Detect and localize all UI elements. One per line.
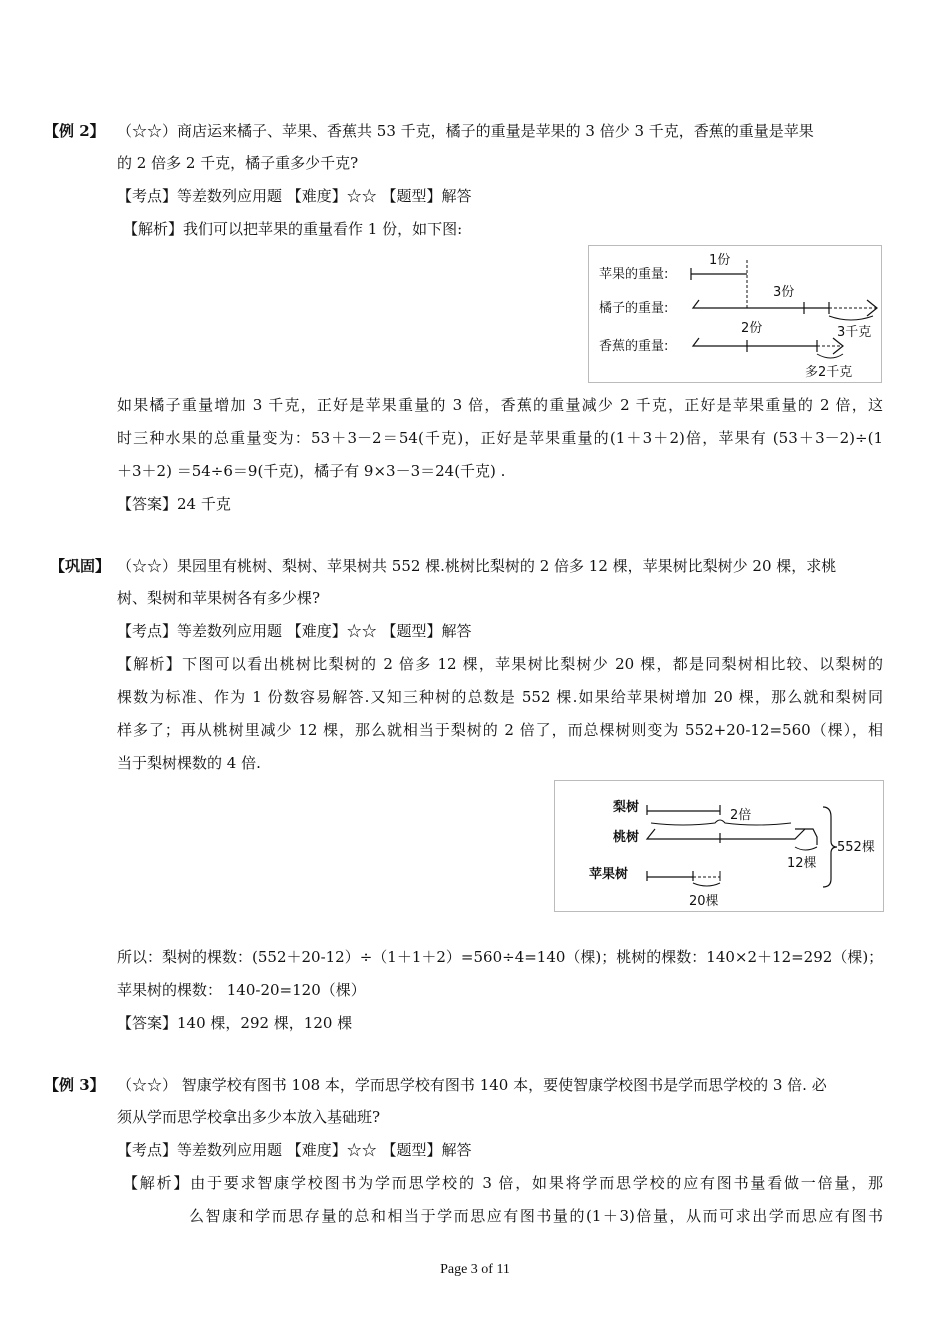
example-3-meta: 【考点】等差数列应用题 【难度】☆☆ 【题型】解答 [117, 1141, 472, 1159]
fruit-weight-diagram [588, 245, 882, 383]
example-3-tag: 【例 3】 [44, 1076, 105, 1094]
consolidation-question-line-2: 树、梨树和苹果树各有多少棵? [117, 589, 321, 607]
example-2-question-line-1: （☆☆）商店运来橘子、苹果、香蕉共 53 千克，橘子的重量是苹果的 3 倍少 3 千克，香蕉的重量是苹果 [117, 122, 814, 140]
twenty-trees-label: 20棵 [689, 894, 719, 909]
consolidation-solution-line-2: 苹果树的棵数： 140-20=120（棵） [117, 981, 366, 999]
total-trees-label: 552棵 [837, 840, 875, 855]
pear-tree-label: 梨树 [613, 800, 640, 815]
three-kg-label: 3千克 [837, 325, 872, 340]
orange-weight-label: 橘子的重量: [599, 301, 669, 316]
consolidation-question-line-1: （☆☆）果园里有桃树、梨树、苹果树共 552 棵.桃树比梨树的 2 倍多 12 棵，苹果树比梨树少 20 棵，求桃 [117, 557, 837, 575]
example-2-meta: 【考点】等差数列应用题 【难度】☆☆ 【题型】解答 [117, 187, 472, 205]
example-2-tag: 【例 2】 [44, 122, 105, 140]
consolidation-tag: 【巩固】 [50, 557, 111, 575]
two-parts-label: 2份 [741, 321, 763, 336]
consolidation-analysis-line-4: 当于梨树棵数的 4 倍. [117, 754, 261, 772]
twelve-trees-label: 12棵 [787, 856, 817, 871]
example-3-question-line-2: 须从学而思学校拿出多少本放入基础班? [117, 1108, 381, 1126]
consolidation-meta: 【考点】等差数列应用题 【难度】☆☆ 【题型】解答 [117, 622, 472, 640]
consolidation-answer: 【答案】140 棵，292 棵，120 棵 [117, 1014, 353, 1032]
apple-weight-label: 苹果的重量: [599, 267, 669, 282]
example-3-question-line-1: （☆☆） 智康学校有图书 108 本，学而思学校有图书 140 本，要使智康学校图书是学而思学校的 3 倍. 必 [117, 1076, 827, 1094]
example-2-question-line-2: 的 2 倍多 2 千克，橘子重多少千克? [117, 154, 359, 172]
example-2-solution-line-2: 时三种水果的总重量变为：53＋3－2＝54(千克)，正好是苹果重量的(1＋3＋2)倍，苹果有 (53＋3－2)÷(1 [117, 429, 883, 447]
consolidation-analysis-line-1: 【解析】下图可以看出桃树比梨树的 2 倍多 12 棵，苹果树比梨树少 20 棵，都是同梨树相比较、以梨树的 [117, 655, 883, 673]
three-parts-label: 3份 [773, 285, 795, 300]
example-2-solution-line-1: 如果橘子重量增加 3 千克，正好是苹果重量的 3 倍，香蕉的重量减少 2 千克，正好是苹果重量的 2 倍，这 [117, 396, 883, 414]
more-two-kg-label: 多2千克 [805, 365, 853, 380]
banana-weight-label: 香蕉的重量: [599, 339, 669, 354]
consolidation-analysis-line-2: 棵数为标准、作为 1 份数容易解答.又知三种树的总数是 552 棵.如果给苹果树增加 20 棵，那么就和梨树同 [117, 688, 883, 706]
example-2-answer: 【答案】24 千克 [117, 495, 231, 513]
consolidation-analysis-line-3: 样多了；再从桃树里减少 12 棵，那么就相当于梨树的 2 倍了，而总棵树则变为 552+20-12=560（棵），相 [117, 721, 883, 739]
example-2-analysis-intro: 【解析】我们可以把苹果的重量看作 1 份，如下图: [123, 220, 463, 238]
peach-tree-label: 桃树 [613, 830, 640, 845]
page-number: Page 3 of 11 [440, 1262, 510, 1277]
tree-count-diagram [554, 780, 884, 912]
example-2-solution-line-3: ＋3＋2) ＝54÷6＝9(千克)，橘子有 9×3－3＝24(千克) . [117, 462, 506, 480]
consolidation-solution-line-1: 所以：梨树的棵数：(552＋20-12）÷（1＋1＋2）=560÷4=140（棵)；桃树的棵数：140×2＋12=292（棵)； [117, 948, 884, 966]
two-times-label: 2倍 [730, 808, 752, 823]
example-3-analysis-line-2: 么智康和学而思存量的总和相当于学而思应有图书量的(1＋3)倍量，从而可求出学而思应有图书 [189, 1207, 883, 1225]
apple-tree-label: 苹果树 [589, 867, 629, 882]
example-3-analysis-line-1: 【解析】由于要求智康学校图书为学而思学校的 3 倍，如果将学而思学校的应有图书量看做一倍量，那 [123, 1174, 883, 1192]
one-part-label: 1份 [709, 253, 731, 268]
